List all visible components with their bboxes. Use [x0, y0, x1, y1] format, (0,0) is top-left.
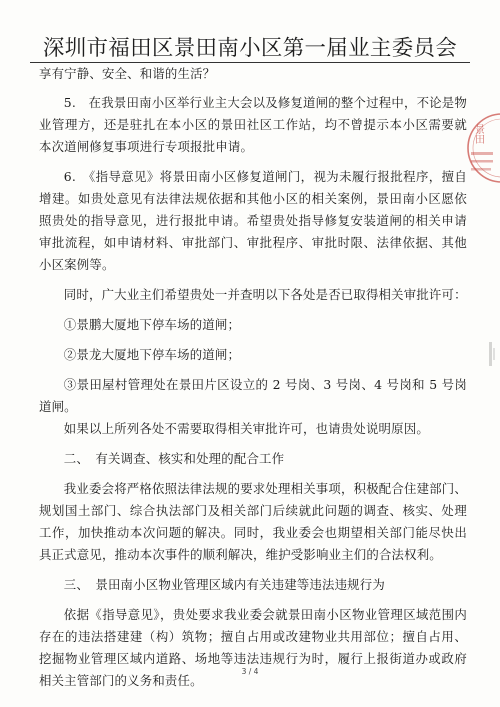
paragraph-request-check: 同时，广大业主们希望贵处一并查明以下各处是否已取得相关审批许可： — [63, 287, 467, 302]
section-heading-three: 三、 景田南小区物业管理区域内有关违建等违法违规行为 — [63, 577, 385, 592]
list-item-jinglong: ②景龙大厦地下停车场的道闸； — [63, 347, 241, 362]
seal-text: 景田 — [472, 124, 484, 144]
paragraph-cooperation: 我业委会将严格依照法律法规的要求处理相关事项，积极配合住建部门、规划国土部门、综合执法部门及相关部门后续就此问题的调查、核实、处理工作，加快推动本次问题的解决。同时，我业委会也期望相关部门能尽快出具正式意见，推动本次事件的顺利解决，维护受影响业主们的合法权利。 — [39, 481, 467, 562]
paragraph-continuation: 享有宁静、安全、和谐的生活？ — [39, 66, 216, 81]
paragraph-item-6: 6. 《指导意见》将景田南小区修复道闸门，视为未履行报批程序，擅自增建。如贵处意见有法律法规依据和其他小区的相关案例，景田南小区愿依照贵处的指导意见，进行报批申请。希望贵处指导修复安装道闸的相关申请审批流程，如申请材料、审批部门、审批程序、审批时限、法律依据、其他小区案例等。 — [39, 169, 467, 272]
document-body — [39, 63, 467, 700]
red-seal-stamp — [462, 90, 500, 210]
paragraph-violations: 依据《指导意见》，贵处要求我业委会就景田南小区物业管理区域范围内存在的违法搭建建（构）筑物；擅自占用或改建物业共用部位；擅自占用、挖掘物业管理区域内道路、场地等违法违规行为时，履行上报街道办或政府相关主管部门的义务和责任。 — [39, 607, 467, 688]
scan-mark — [486, 340, 498, 368]
list-item-jingtian-wucun: ③景田屋村管理处在景田片区设立的 2 号岗、3 号岗、4 号岗和 5 号岗道闸。 — [39, 377, 467, 414]
list-item-jingpeng: ①景鹏大厦地下停车场的道闸； — [63, 317, 241, 332]
paragraph-item-5: 5. 在我景田南小区举行业主大会以及修复道闸的整个过程中，不论是物业管理方，还是驻扎在本小区的景田社区工作站，均不曾提示本小区需要就本次道闸修复事项进行专项报批申请。 — [39, 95, 467, 154]
paragraph-explain-reason: 如果以上所列各处不需要取得相关审批许可，也请贵处说明原因。 — [63, 421, 429, 436]
section-heading-two: 二、 有关调查、核实和处理的配合工作 — [63, 451, 285, 466]
document-header-title: 深圳市福田区景田南小区第一届业主委员会 — [42, 36, 458, 61]
page-number: 3 / 4 — [241, 667, 259, 676]
